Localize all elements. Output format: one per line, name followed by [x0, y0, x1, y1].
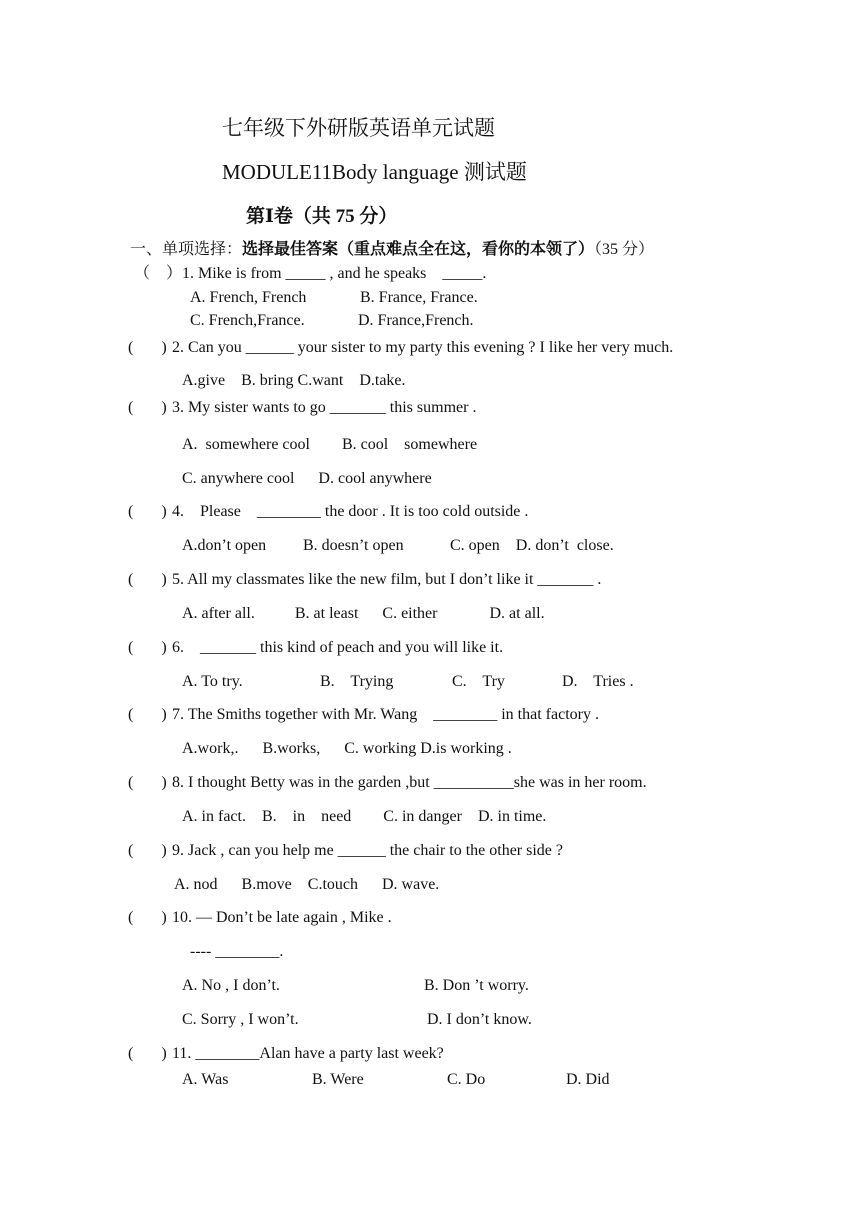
option: A.work,. B.works, C. working D.is working .	[182, 740, 512, 757]
answer-paren: ( )	[128, 774, 167, 791]
reply-blank: ---- ________.	[190, 943, 284, 960]
option: A. after all. B. at least C. either D. at all.	[182, 605, 545, 622]
question-stem: 8. I thought Betty was in the garden ,but __________she was in her room.	[172, 774, 647, 791]
option: C. open D. don’t close.	[450, 537, 614, 554]
option: A.don’t open	[182, 537, 267, 554]
option: A. somewhere cool B. cool somewhere	[182, 436, 478, 453]
answer-paren: ( )	[128, 639, 167, 656]
question-stem: 9. Jack , can you help me ______ the chair to the other side ?	[172, 842, 563, 859]
doc-subtitle: MODULE11Body language 测试题	[222, 160, 527, 184]
volume-heading: 第Ⅰ卷（共 75 分）	[246, 206, 398, 227]
question-stem: 4. Please ________ the door . It is too cold outside .	[172, 503, 529, 520]
option: B. France, France.	[360, 289, 478, 306]
question-stem: 3. My sister wants to go _______ this summer .	[172, 399, 477, 416]
option: C. French,France.	[190, 312, 305, 329]
answer-paren: （ ）	[134, 265, 183, 282]
answer-paren: ( )	[128, 503, 167, 520]
answer-paren: ( )	[128, 1045, 167, 1062]
option: B. Trying	[320, 673, 394, 690]
option: A. in fact. B. in need C. in danger D. in time.	[182, 808, 547, 825]
doc-title: 七年级下外研版英语单元试题	[222, 116, 495, 140]
question-stem: 6. _______ this kind of peach and you will like it.	[172, 639, 504, 656]
option: A. nod B.move C.touch D. wave.	[174, 876, 440, 893]
option: B. doesn’t open	[303, 537, 404, 554]
option: B. Don ’t worry.	[424, 977, 529, 994]
option: C. Try	[452, 673, 505, 690]
option: D. France,French.	[358, 312, 474, 329]
question-stem: 7. The Smiths together with Mr. Wang ________ in that factory .	[172, 706, 599, 723]
question-stem: 10. — Don’t be late again , Mike .	[172, 909, 392, 926]
option: C. Do	[447, 1071, 486, 1088]
option: D. Tries .	[562, 673, 634, 690]
option: D. Did	[566, 1071, 610, 1088]
question-stem: 1. Mike is from _____ , and he speaks _____.	[182, 265, 487, 282]
option: A. French, French	[190, 289, 307, 306]
section-score: （35 分）	[594, 241, 655, 258]
question-stem: 2. Can you ______ your sister to my party this evening ? I like her very much.	[172, 339, 674, 356]
section-instruction: 选择最佳答案（重点难点全在这，看你的本领了）	[242, 241, 595, 258]
option: A. Was	[182, 1071, 229, 1088]
answer-paren: ( )	[128, 842, 167, 859]
answer-paren: ( )	[128, 399, 167, 416]
section-label: 一、单项选择：	[130, 241, 243, 258]
answer-paren: ( )	[128, 339, 167, 356]
option: A. To try.	[182, 673, 243, 690]
answer-paren: ( )	[128, 571, 167, 588]
answer-paren: ( )	[128, 706, 167, 723]
section-heading	[130, 240, 654, 260]
option: A. No , I don’t.	[182, 977, 280, 994]
answer-paren: ( )	[128, 909, 167, 926]
option: C. anywhere cool D. cool anywhere	[182, 470, 432, 487]
option: A.give B. bring C.want D.take.	[182, 372, 406, 389]
question-stem: 11. ________Alan have a party last week?	[172, 1045, 444, 1062]
option: D. I don’t know.	[427, 1011, 532, 1028]
option: B. Were	[312, 1071, 364, 1088]
option: C. Sorry , I won’t.	[182, 1011, 299, 1028]
question-stem: 5. All my classmates like the new film, but I don’t like it _______ .	[172, 571, 602, 588]
